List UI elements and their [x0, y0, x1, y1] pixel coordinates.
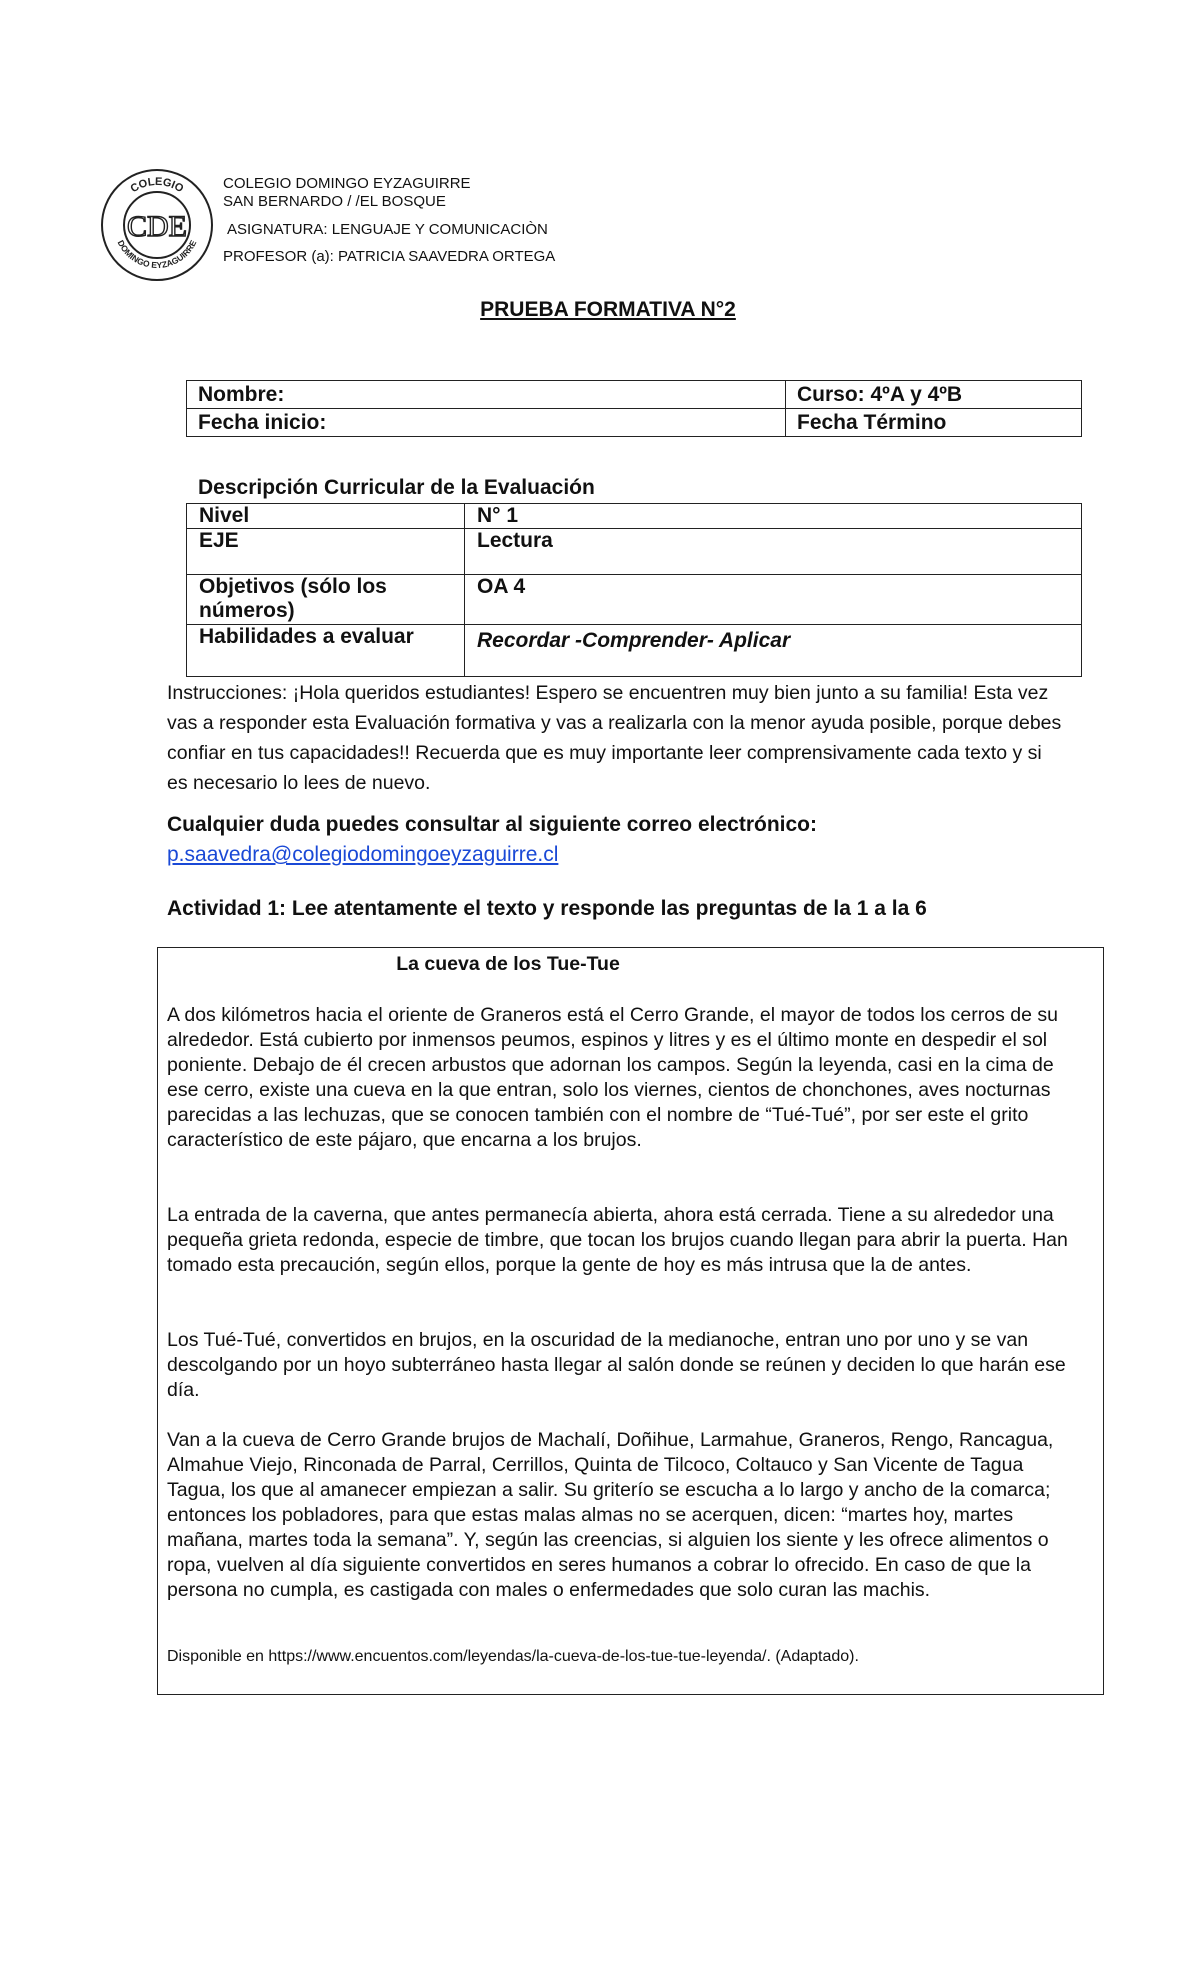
activity-heading: Actividad 1: Lee atentamente el texto y responde las preguntas de la 1 a la 6 [167, 897, 927, 920]
subject: ASIGNATURA: LENGUAJE Y COMUNICACIÒN [227, 221, 548, 238]
teacher: PROFESOR (a): PATRICIA SAAVEDRA ORTEGA [223, 248, 556, 265]
name-field: Nombre: [187, 381, 786, 409]
instructions: Instrucciones: ¡Hola queridos estudiantes! Espero se encuentren muy bien junto a su familia! Esta vez vas a responder esta Evaluación formativa y vas a realizarla con la menor ayuda posible, porque debes confiar en tus capacidades!! Recuerda que es muy importante leer comprensivamente cada texto y si es necesario lo lees de nuevo. [167, 682, 1062, 794]
school-name: COLEGIO DOMINGO EYZAGUIRRE [223, 175, 471, 192]
curricular-label: Habilidades a evaluar [187, 625, 465, 677]
curricular-value: OA 4 [465, 575, 1082, 625]
curricular-label: Objetivos (sólo los números) [187, 575, 465, 625]
logo-monogram: CDE [127, 210, 187, 243]
end-date-field: Fecha Término [786, 409, 1082, 437]
curricular-label: Nivel [187, 504, 465, 529]
story-paragraph: La entrada de la caverna, que antes permanecía abierta, ahora está cerrada. Tiene a su alrededor una pequeña grieta redonda, especie de timbre, que tocan los brujos cuando llegan para abrir la puerta. Han tomado esta precaución, según ellos, porque la gente de hoy es más intrusa que la de antes. [167, 1204, 1068, 1276]
course-field: Curso: 4ºA y 4ºB [786, 381, 1082, 409]
curricular-heading: Descripción Curricular de la Evaluación [198, 476, 595, 499]
curricular-value: Recordar -Comprender- Aplicar [465, 625, 1082, 677]
story-paragraph: Los Tué-Tué, convertidos en brujos, en la oscuridad de la medianoche, entran uno por uno y se van descolgando por un hoyo subterráneo hasta llegar al salón donde se reúnen y deciden lo que harán ese día. [167, 1329, 1066, 1401]
story-paragraph: Van a la cueva de Cerro Grande brujos de Machalí, Doñihue, Larmahue, Graneros, Rengo, Rancagua, Almahue Viejo, Rinconada de Parral, Cerrillos, Quinta de Tilcoco, Coltauco y San Vicente de Tagua Tagua, los que al amanecer empiezan a salir. Su griterío se escucha a lo largo y ancho de la comarca; entonces los pobladores, para que estas malas almas no se acerquen, dicen: “martes hoy, martes mañana, martes toda la semana”. Y, según las creencias, si alguien los siente y les ofrece alimentos o ropa, vuelven al día siguiente convertidos en seres humanos a cobrar lo ofrecido. En caso de que la persona no cumpla, es castigada con males o enfermedades que solo curan las machis. [167, 1429, 1054, 1601]
start-date-field: Fecha inicio: [187, 409, 786, 437]
logo-text-top: COLEGIO [128, 175, 186, 196]
school-location: SAN BERNARDO / /EL BOSQUE [223, 193, 446, 210]
school-logo [100, 168, 214, 282]
story-title: La cueva de los Tue-Tue [396, 953, 620, 975]
page-title: PRUEBA FORMATIVA N°2 [480, 298, 736, 321]
story-source: Disponible en https://www.encuentos.com/leyendas/la-cueva-de-los-tue-tue-leyenda/. (Adaptado). [167, 1648, 859, 1665]
email-link[interactable]: p.saavedra@colegiodomingoeyzaguirre.cl [167, 843, 559, 866]
curricular-value: N° 1 [465, 504, 1082, 529]
logo-text-bottom: DOMINGO EYZAGUIRRE [115, 238, 199, 271]
contact-question: Cualquier duda puedes consultar al siguiente correo electrónico: [167, 813, 817, 836]
story-paragraph: A dos kilómetros hacia el oriente de Graneros está el Cerro Grande, el mayor de todos los cerros de su alrededor. Está cubierto por inmensos peumos, espinos y litres y es el último monte en despedir el sol poniente. Debajo de él crecen arbustos que adornan los campos. Según la leyenda, casi en la cima de ese cerro, existe una cueva en la que entran, solo los viernes, cientos de chonchones, aves nocturnas parecidas a las lechuzas, que se conocen también con el nombre de “Tué-Tué”, por ser este el grito característico de este pájaro, que encarna a los brujos. [167, 1004, 1058, 1151]
curricular-value: Lectura [465, 529, 1082, 575]
curricular-table [186, 503, 1082, 677]
student-info-table [186, 380, 1082, 437]
curricular-label: EJE [187, 529, 465, 575]
